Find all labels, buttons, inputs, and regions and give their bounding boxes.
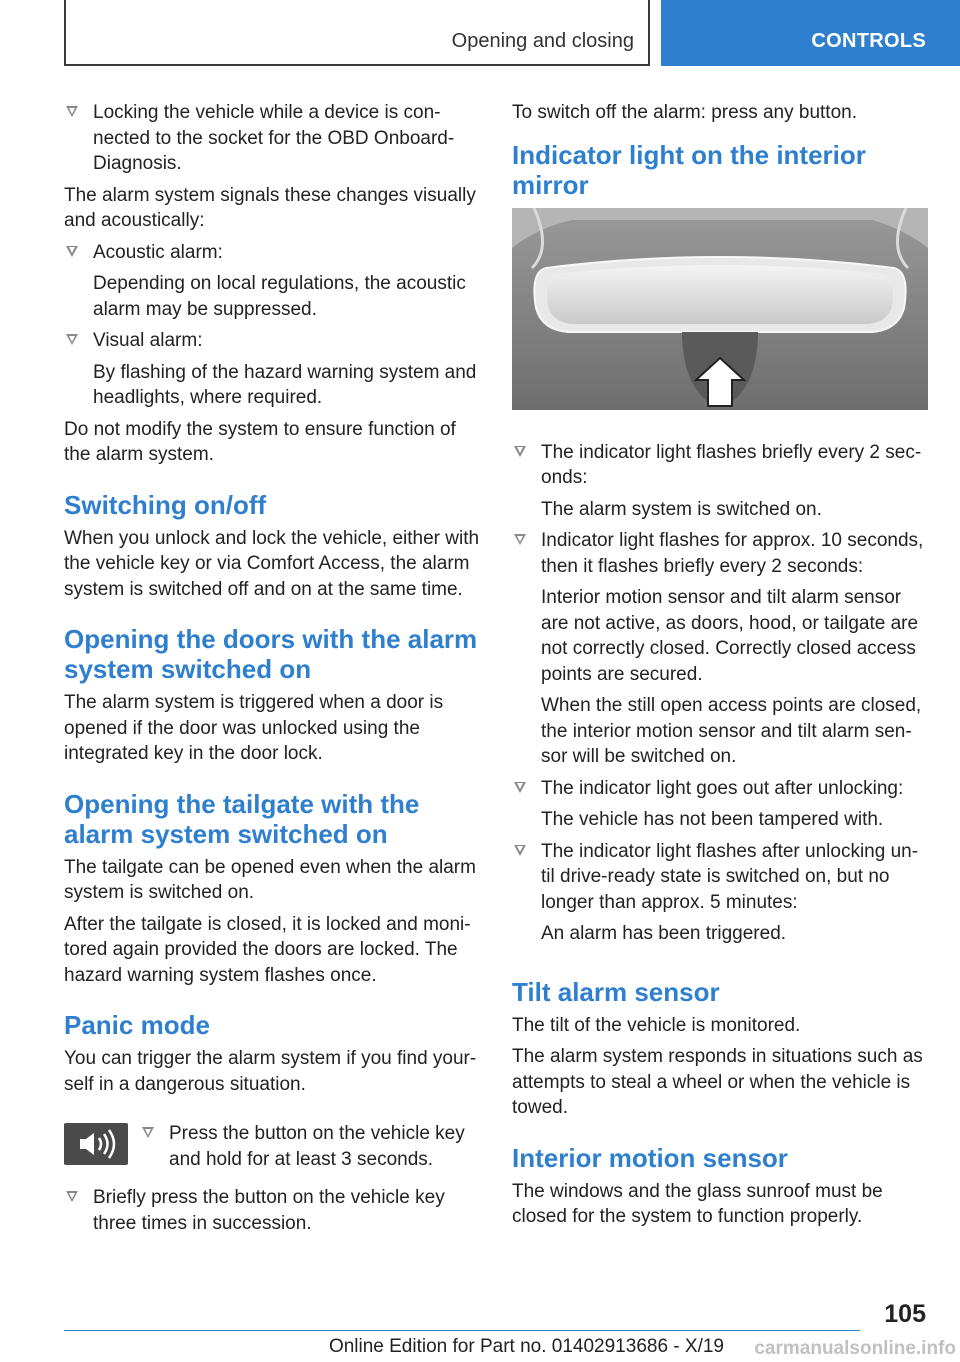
bullet-text: The indicator light flashes after unlocking un-til drive-ready state is switched on, but no longer than approx. 5 minutes:	[541, 840, 919, 913]
bullet-text: The indicator light flashes briefly every 2 sec-onds:	[541, 441, 922, 488]
paragraph: The alarm system signals these changes visually and acoustically:	[64, 184, 476, 231]
bullet-text: Acoustic alarm:	[93, 241, 223, 263]
heading-opening-doors: Opening the doors with the alarm system switched on	[64, 624, 478, 684]
paragraph: The tilt of the vehicle is monitored.	[512, 1014, 801, 1036]
bullet-text: Locking the vehicle while a device is con-nected to the socket for the OBD Onboard-Diagnosis.	[93, 102, 455, 174]
heading-interior-motion: Interior motion sensor	[512, 1142, 788, 1173]
footer-edition: Online Edition for Part no. 01402913686 - X/19	[328, 1336, 724, 1357]
paragraph: You can trigger the alarm system if you find your-self in a dangerous situation.	[64, 1048, 477, 1095]
bullet-triangle-icon	[514, 534, 526, 545]
bullet-triangle-icon	[514, 845, 526, 856]
bullet-text: Visual alarm:	[93, 330, 203, 351]
interior-mirror-illustration	[512, 208, 928, 410]
list-item	[512, 839, 930, 916]
list-item	[64, 328, 482, 354]
paragraph: After the tailgate is closed, it is locked and moni-tored again provided the doors are locked. The hazard warning system flashes once.	[64, 913, 471, 986]
bullet-text: The indicator light goes out after unlocking:	[541, 777, 904, 799]
right-column	[512, 100, 930, 1236]
paragraph: To switch off the alarm: press any button.	[512, 102, 857, 123]
paragraph: The alarm system responds in situations such as attempts to steal a wheel or when the vehicle is towed.	[512, 1046, 923, 1118]
header-chapter-tab[interactable]	[661, 0, 960, 66]
sub-paragraph: Interior motion sensor and tilt alarm sensor are not active, as doors, hood, or tailgate are not correctly closed. Correctly closed access points are secured.	[541, 587, 919, 685]
paragraph: Do not modify the system to ensure function of the alarm system.	[64, 418, 456, 465]
list-item	[512, 528, 930, 579]
list-item	[512, 440, 930, 491]
watermark: carmanualsonline.info	[754, 1338, 956, 1359]
paragraph: The tailgate can be opened even when the alarm system is switched on.	[64, 856, 476, 903]
list-item	[140, 1121, 482, 1172]
left-column	[64, 100, 482, 1242]
heading-indicator-light: Indicator light on the interior mirror	[512, 139, 866, 200]
bullet-triangle-icon	[66, 1191, 78, 1202]
bullet-triangle-icon	[66, 106, 78, 117]
paragraph: The windows and the glass sunroof must be closed for the system to function properly.	[512, 1180, 883, 1227]
bullet-text: Indicator light flashes for approx. 10 seconds, then it flashes briefly every 2 seconds:	[541, 530, 924, 577]
list-item	[64, 1185, 482, 1236]
footer-rule	[64, 1330, 860, 1331]
bullet-triangle-icon	[514, 446, 526, 457]
header-section	[66, 0, 646, 64]
sub-paragraph: The vehicle has not been tampered with.	[541, 809, 884, 830]
sub-paragraph: The alarm system is switched on.	[541, 498, 822, 520]
list-item	[64, 240, 482, 266]
heading-switching: Switching on/off	[64, 489, 267, 520]
paragraph: When you unlock and lock the vehicle, either with the vehicle key or via Comfort Access, the alarm system is switched off and on at the same time.	[64, 527, 480, 600]
speaker-icon	[64, 1123, 128, 1165]
header-chapter-label: CONTROLS	[811, 30, 926, 52]
heading-opening-tailgate: Opening the tailgate with the alarm system switched on	[64, 788, 420, 849]
sub-paragraph: By flashing of the hazard warning system and headlights, where required.	[93, 361, 477, 408]
bullet-text: Briefly press the button on the vehicle key three times in succession.	[93, 1187, 445, 1234]
bullet-text: Press the button on the vehicle key and hold for at least 3 seconds.	[169, 1123, 465, 1170]
bullet-triangle-icon	[66, 334, 78, 345]
sub-paragraph: An alarm has been triggered.	[541, 923, 787, 944]
sub-paragraph: Depending on local regulations, the acoustic alarm may be suppressed.	[93, 273, 466, 320]
bullet-triangle-icon	[66, 246, 78, 257]
heading-tilt-alarm: Tilt alarm sensor	[512, 976, 720, 1007]
paragraph: The alarm system is triggered when a door is opened if the door was unlocked using the integrated key in the door lock.	[64, 692, 444, 764]
header-rule-right	[648, 0, 650, 66]
header-rule-bottom	[64, 64, 650, 66]
header-section-title: Opening and closing	[451, 30, 634, 52]
sub-paragraph: When the still open access points are closed, the interior motion sensor and tilt alarm sen-sor will be switched on.	[541, 695, 922, 767]
panic-key-row	[64, 1121, 482, 1177]
bullet-triangle-icon	[514, 782, 526, 793]
bullet-triangle-icon	[142, 1127, 154, 1138]
page-number: 105	[884, 1300, 926, 1328]
list-item	[64, 100, 482, 177]
list-item	[512, 776, 930, 802]
heading-panic-mode: Panic mode	[64, 1010, 210, 1040]
